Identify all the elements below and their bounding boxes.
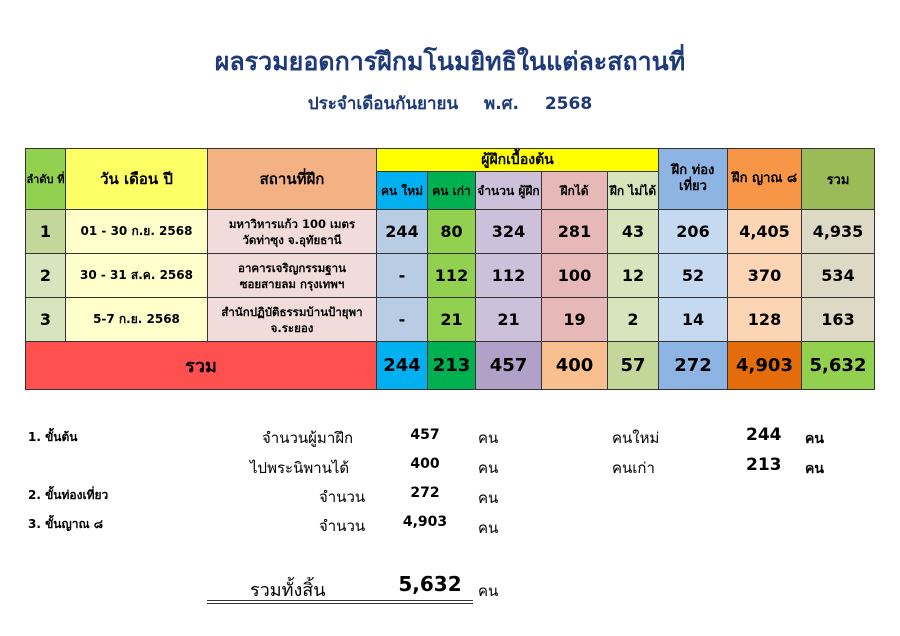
row-tour: 206 — [659, 210, 728, 254]
header-count: จำนวน ผู้ฝึก — [476, 172, 542, 210]
summary-basic-pass-text: ไปพระนิพานได้ — [250, 459, 350, 477]
subtitle-year: 2568 — [544, 94, 593, 114]
row-count: 21 — [476, 298, 542, 342]
header-place: สถานที่ฝึก — [208, 149, 377, 210]
summary-basic-pass: 400 — [410, 456, 440, 472]
summary-basic-label: 1. ขั้นต้น — [28, 430, 78, 444]
row-nyan: 128 — [728, 298, 802, 342]
summary-nyan-value: 4,903 — [402, 514, 448, 530]
header-pass: ฝึกได้ — [542, 172, 608, 210]
totals-total: 5,632 — [802, 342, 875, 390]
header-basic: ผู้ฝึกเบื้องต้น — [377, 149, 659, 172]
row-date: 5-7 ก.ย. 2568 — [66, 298, 208, 342]
row-fail: 43 — [608, 210, 659, 254]
header-no: ลำดับ ที่ — [26, 149, 66, 210]
totals-pass: 400 — [542, 342, 608, 390]
row-tour: 14 — [659, 298, 728, 342]
table-row — [26, 298, 875, 342]
totals-old: 213 — [428, 342, 476, 390]
row-nyan: 4,405 — [728, 210, 802, 254]
row-place — [208, 298, 377, 342]
totals-count: 457 — [476, 342, 542, 390]
row-place-line2: ซอยสายลม กรุงเทพฯ — [239, 276, 345, 291]
grand-underline — [207, 603, 473, 604]
row-no: 2 — [26, 254, 66, 298]
summary-tour-text: จำนวน — [319, 488, 366, 506]
row-new: - — [377, 254, 428, 298]
summary-nyan-label: 3. ขั้นญาณ ๘ — [28, 517, 104, 531]
summary-old-label: คนเก่า — [612, 459, 655, 477]
row-old: 21 — [428, 298, 476, 342]
summary-basic-count: 457 — [410, 427, 440, 443]
summary-tour-value: 272 — [410, 485, 440, 501]
summary-tour-label: 2. ขั้นท่องเที่ยว — [28, 488, 109, 502]
row-nyan: 370 — [728, 254, 802, 298]
row-old: 112 — [428, 254, 476, 298]
row-place-line2: วัดท่าซุง จ.อุทัยธานี — [242, 232, 342, 247]
header-date: วัน เดือน ปี — [66, 149, 208, 210]
page-title: ผลรวมยอดการฝึกมโนมยิทธิในแต่ละสถานที่ — [214, 47, 686, 76]
summary-grand-value: 5,632 — [398, 572, 462, 596]
row-fail: 2 — [608, 298, 659, 342]
row-count: 324 — [476, 210, 542, 254]
header-nyan: ฝึก ญาณ ๘ — [728, 149, 802, 210]
summary-unit: คน — [478, 429, 499, 447]
row-fail: 12 — [608, 254, 659, 298]
row-old: 80 — [428, 210, 476, 254]
page-subtitle — [0, 90, 900, 117]
totals-fail: 57 — [608, 342, 659, 390]
row-place-line1: มหาวิหารแก้ว 100 เมตร — [228, 216, 356, 231]
row-place — [208, 210, 377, 254]
summary-new-value: 244 — [746, 425, 782, 445]
row-total: 163 — [802, 298, 875, 342]
table-row — [26, 210, 875, 254]
row-place — [208, 254, 377, 298]
row-total: 534 — [802, 254, 875, 298]
header-fail: ฝึก ไม่ได้ — [608, 172, 659, 210]
totals-label: รวม — [26, 342, 377, 390]
row-date: 01 - 30 ก.ย. 2568 — [66, 210, 208, 254]
row-pass: 100 — [542, 254, 608, 298]
row-new: - — [377, 298, 428, 342]
row-no: 1 — [26, 210, 66, 254]
row-total: 4,935 — [802, 210, 875, 254]
header-tour: ฝึก ท่องเที่ยว — [659, 149, 728, 210]
summary-table — [25, 148, 875, 390]
summary-unit: คน — [805, 431, 824, 447]
subtitle-month: ประจำเดือนกันยายน — [307, 94, 459, 114]
totals-row — [26, 342, 875, 390]
row-date: 30 - 31 ส.ค. 2568 — [66, 254, 208, 298]
summary-basic-count-text: จำนวนผู้มาฝึก — [262, 429, 354, 447]
summary-nyan-text: จำนวน — [319, 517, 366, 535]
totals-tour: 272 — [659, 342, 728, 390]
summary-new-label: คนใหม่ — [612, 429, 660, 447]
row-tour: 52 — [659, 254, 728, 298]
totals-nyan: 4,903 — [728, 342, 802, 390]
row-pass: 19 — [542, 298, 608, 342]
summary-unit: คน — [478, 582, 499, 600]
header-total: รวม — [802, 149, 875, 210]
row-pass: 281 — [542, 210, 608, 254]
row-place-line2: จ.ระยอง — [270, 320, 314, 335]
totals-new: 244 — [377, 342, 428, 390]
table-row — [26, 254, 875, 298]
row-place-line1: อาคารเจริญกรรมฐาน — [238, 260, 346, 275]
row-count: 112 — [476, 254, 542, 298]
row-new: 244 — [377, 210, 428, 254]
header-old: คน เก่า — [428, 172, 476, 210]
header-new: คน ใหม่ — [377, 172, 428, 210]
summary-unit: คน — [478, 459, 499, 477]
subtitle-era: พ.ศ. — [484, 94, 519, 114]
summary-grand-label: รวมทั้งสิ้น — [250, 580, 326, 601]
summary-old-value: 213 — [746, 455, 782, 475]
summary-unit: คน — [805, 461, 824, 477]
summary-unit: คน — [478, 489, 499, 507]
summary-unit: คน — [478, 519, 499, 537]
row-no: 3 — [26, 298, 66, 342]
grand-underline — [207, 600, 473, 601]
row-place-line1: สำนักปฏิบัติธรรมบ้านป้ายุพา — [221, 304, 363, 319]
